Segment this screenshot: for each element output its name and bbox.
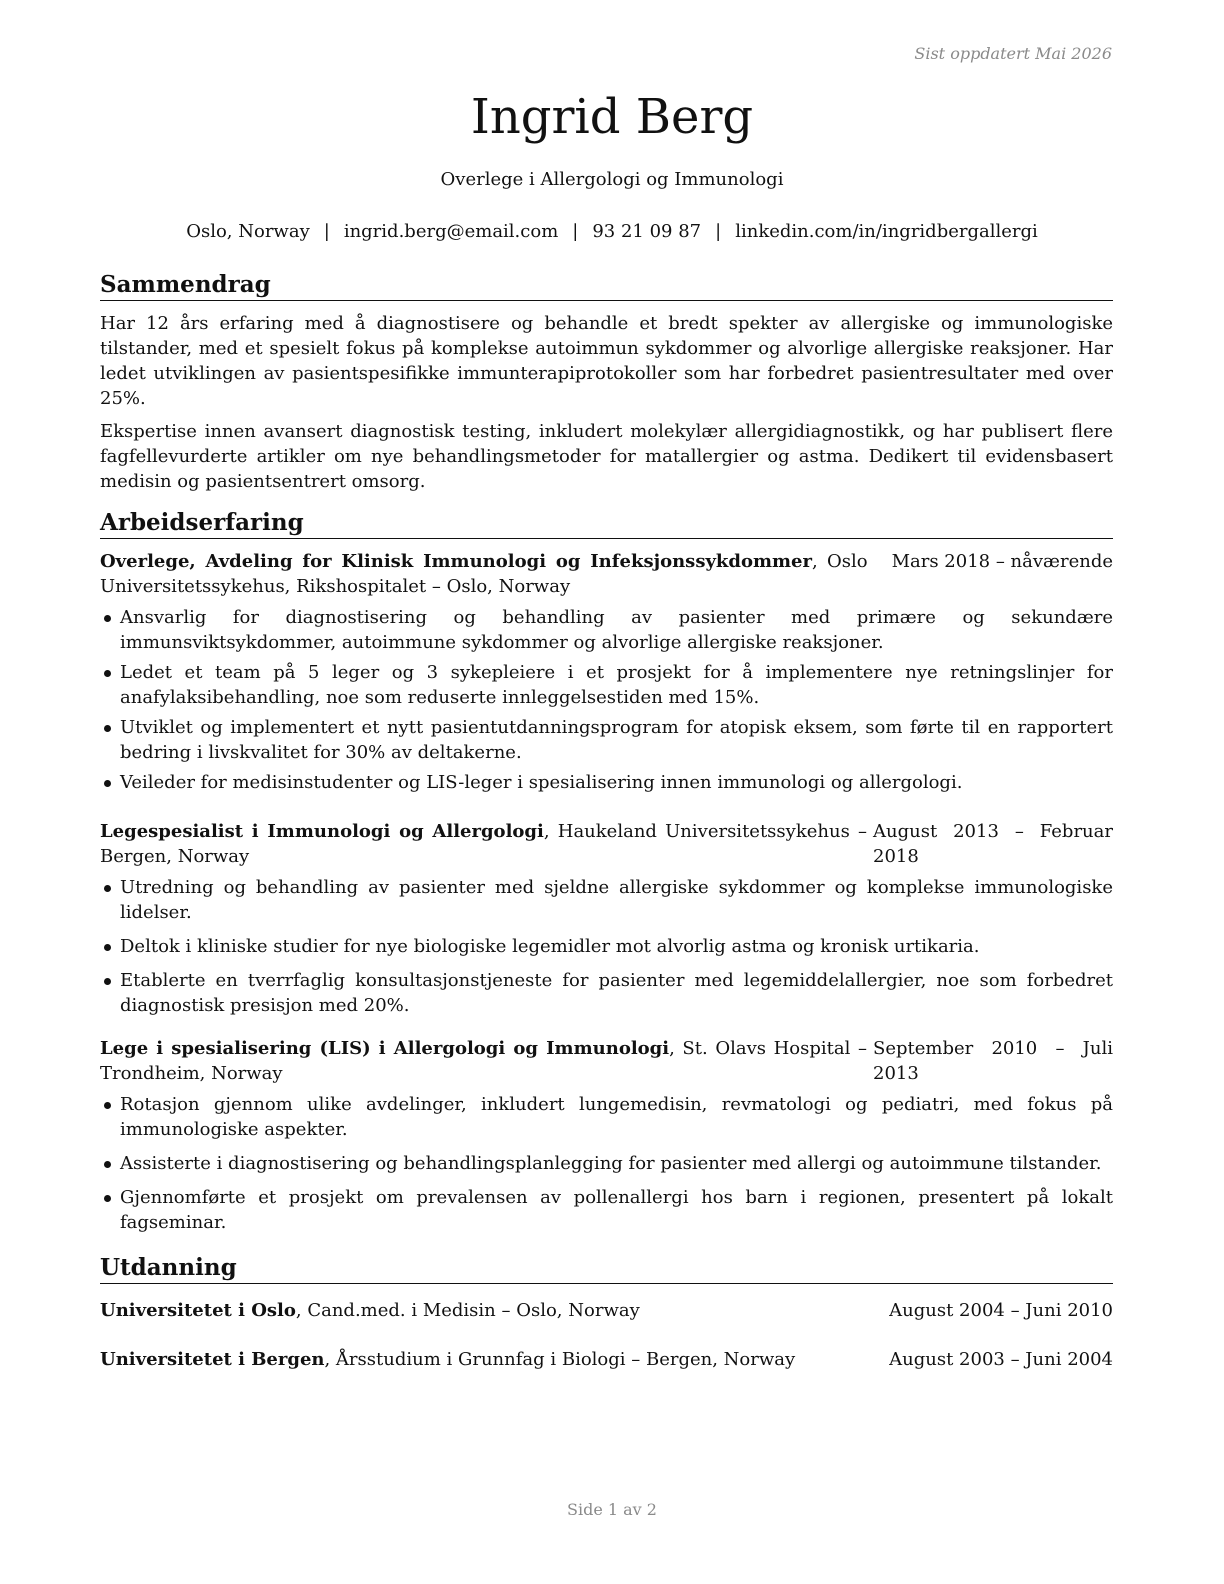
job-role: Legespesialist i Immunologi og Allergologi	[100, 821, 544, 842]
section-heading-summary: Sammendrag	[100, 270, 1113, 301]
candidate-name: Ingrid Berg	[470, 89, 754, 145]
section-heading-education: Utdanning	[100, 1253, 1113, 1284]
education-entry	[100, 1347, 1113, 1372]
contact-line	[0, 220, 1224, 244]
summary-paragraph: Har 12 års erfaring med å diagnostisere og behandle et bredt spekter av allergiske og immunologiske tilstander, med et spesielt fokus på komplekse autoimmun sykdommer og alvorlige allergiske reaksjoner. Har ledet utviklingen av pasientspesifikke immunterapiprotokoller som har forbedret pasientresultater med over 25%.	[100, 313, 1113, 409]
list-item: Etablerte en tverrfaglig konsultasjonstjeneste for pasienter med legemiddelallergier, noe som forbedret diagnostisk presisjon med 20%.	[100, 968, 1113, 1018]
job-bullets	[100, 1092, 1113, 1235]
job-bullets	[100, 605, 1113, 795]
contact-separator: |	[572, 221, 579, 242]
job-role: Overlege, Avdeling for Klinisk Immunologi og Infeksjonssykdommer	[100, 551, 812, 572]
list-item: Assisterte i diagnostisering og behandlingsplanlegging for pasienter med allergi og autoimmune tilstander.	[100, 1151, 1113, 1176]
section-heading-experience: Arbeidserfaring	[100, 508, 1113, 539]
contact-separator: |	[715, 221, 722, 242]
job-place: , Haukeland Universitetssykehus – Bergen, Norway	[100, 821, 867, 867]
job-dates: August 2013 – Februar 2018	[873, 821, 1113, 867]
education-entry	[100, 1298, 1113, 1323]
list-item: Rotasjon gjennom ulike avdelinger, inkludert lungemedisin, revmatologi og pediatri, med fokus på immunologiske aspekter.	[100, 1092, 1113, 1142]
contact-separator: |	[323, 221, 330, 242]
job-dates: Mars 2018 – nåværende	[891, 551, 1113, 572]
summary-paragraph: Ekspertise innen avansert diagnostisk testing, inkludert molekylær allergidiagnostikk, og har publisert flere fagfellevurderte artikler om nye behandlingsmetoder for matallergier og astma. Dedikert til evidensbasert medisin og pasientsentrert omsorg.	[100, 421, 1113, 492]
job-bullets	[100, 875, 1113, 1018]
job-header	[100, 1036, 1113, 1086]
education-dates: August 2004 – Juni 2010	[889, 1300, 1113, 1321]
contact-email[interactable]: ingrid.berg@email.com	[343, 221, 559, 242]
list-item: Utviklet og implementert et nytt pasientutdanningsprogram for atopisk eksem, som førte til en rapportert bedring i livskvalitet for 30% av deltakerne.	[100, 715, 1113, 765]
job-place: , Oslo Universitetssykehus, Rikshospitalet – Oslo, Norway	[100, 551, 868, 597]
job-header	[100, 819, 1113, 869]
education-school: Universitetet i Bergen	[100, 1349, 325, 1370]
education-detail: , Cand.med. i Medisin – Oslo, Norway	[295, 1300, 640, 1321]
contact-location: Oslo, Norway	[186, 221, 310, 242]
job-entry	[100, 819, 1113, 1018]
education-detail: , Årsstudium i Grunnfag i Biologi – Bergen, Norway	[324, 1349, 796, 1370]
job-header	[100, 549, 1113, 599]
list-item: Ledet et team på 5 leger og 3 sykepleiere i et prosjekt for å implementere nye retningslinjer for anafylaksibehandling, noe som reduserte innleggelsestiden med 15%.	[100, 660, 1113, 710]
candidate-title: Overlege i Allergologi og Immunologi	[440, 169, 784, 190]
job-role: Lege i spesialisering (LIS) i Allergologi og Immunologi	[100, 1038, 670, 1059]
job-dates: September 2010 – Juli 2013	[873, 1038, 1113, 1084]
list-item: Deltok i kliniske studier for nye biologiske legemidler mot alvorlig astma og kronisk urtikaria.	[100, 934, 1113, 959]
resume-content	[100, 270, 1113, 1396]
list-item: Ansvarlig for diagnostisering og behandling av pasienter med primære og sekundære immunsviktsykdommer, autoimmune sykdommer og alvorlige allergiske reaksjoner.	[100, 605, 1113, 655]
list-item: Veileder for medisinstudenter og LIS-leger i spesialisering innen immunologi og allergologi.	[100, 770, 1113, 795]
page-number: Side 1 av 2	[567, 1500, 657, 1519]
last-updated: Sist oppdatert Mai 2026	[914, 44, 1112, 63]
list-item: Utredning og behandling av pasienter med sjeldne allergiske sykdommer og komplekse immunologiske lidelser.	[100, 875, 1113, 925]
education-school: Universitetet i Oslo	[100, 1300, 296, 1321]
education-dates: August 2003 – Juni 2004	[889, 1349, 1113, 1370]
contact-phone: 93 21 09 87	[592, 221, 702, 242]
job-entry	[100, 549, 1113, 795]
list-item: Gjennomførte et prosjekt om prevalensen av pollenallergi hos barn i regionen, presentert på lokalt fagseminar.	[100, 1185, 1113, 1235]
job-entry	[100, 1036, 1113, 1235]
job-place: , St. Olavs Hospital – Trondheim, Norway	[100, 1038, 867, 1084]
contact-linkedin[interactable]: linkedin.com/in/ingridbergallergi	[735, 221, 1038, 242]
